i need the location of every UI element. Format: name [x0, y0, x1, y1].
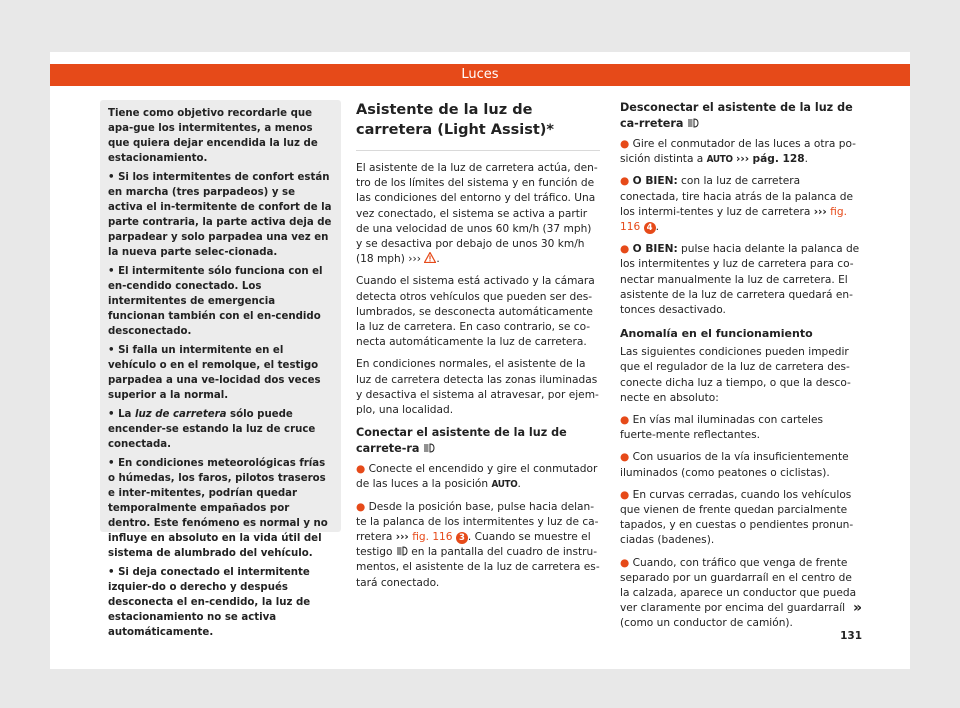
step-bullet: ● Gire el conmutador de las luces a otra po-sición distinta a AUTO ››› pág. 128. — [620, 138, 856, 166]
list-bullet: ● Cuando, con tráfico que venga de frente separado por un guardarraíl en el centro de la calzada, aparece un conductor que pueda ver claramente por encima del guardarraíl (como un conductor de camión). — [620, 556, 857, 630]
high-beam-assist-icon — [687, 118, 699, 128]
list-bullet: ● En vías mal iluminadas con carteles fuerte-mente reflectantes. — [620, 414, 823, 442]
step-bullet: ● O BIEN: pulse hacia delante la palanca de los intermitentes y luz de carretera para co-nectar manualmente la luz de carretera. El asistente de la luz de carretera quedará en-tonces desactivado. — [620, 243, 860, 317]
subheading-disconnect: Desconectar el asistente de la luz de ca-rretera — [620, 101, 853, 130]
continue-marker: » — [852, 600, 862, 616]
section-title: Luces — [461, 67, 499, 82]
page-number: 131 — [840, 630, 862, 642]
paragraph: Las siguientes condiciones pueden impedir que el regulador de la luz de carretera des-conecte dicha luz a tiempo, o que la desco-necte en absoluto: — [620, 346, 851, 404]
note-bullet: • El intermitente sólo funciona con el en-cendido conectado. Los intermitentes de emergencia funcionan también con el en-cendido desconectado. — [108, 266, 323, 337]
manual-page — [50, 52, 910, 669]
high-beam-assist-icon — [423, 443, 435, 453]
paragraph: Cuando el sistema está activado y la cámara detecta otros vehículos que pueden ser des-lumbrados, se desconecta automáticamente la luz de carretera. En caso contrario, se co-necta automáticamente la luz de carretera. — [356, 275, 595, 349]
subheading-anomaly: Anomalía en el funcionamiento — [620, 327, 813, 341]
note-box — [100, 100, 341, 638]
page-reference[interactable]: pág. 128 — [752, 153, 805, 166]
figure-link[interactable]: fig. 116 — [412, 531, 453, 544]
list-bullet: ● En curvas cerradas, cuando los vehículos que vienen de frente quedan parcialmente tapados, y en cuestas o pendientes pronun-ciadas (badenes). — [620, 488, 854, 547]
step-bullet: ● Conecte el encendido y gire el conmutador de las luces a la posición AUTO. — [356, 463, 598, 491]
disconnect-column — [620, 100, 860, 639]
high-beam-assist-icon — [396, 546, 408, 556]
note-bullet: • Si los intermitentes de confort están en marcha (tres parpadeos) y se activa el in-termitente de confort de la parte contraria, la parte activa deja de parpadear y solo parpadea una vez en la nueva parte selec-cionada. — [108, 172, 332, 258]
note-bullet: • Si falla un intermitente en el vehículo o en el remolque, el testigo parpadea a una ve-locidad dos veces superior a la normal. — [108, 345, 321, 401]
subheading-connect: Conectar el asistente de la luz de carrete-ra — [356, 426, 567, 455]
section-heading: Asistente de la luz de carretera (Light Assist)* — [356, 100, 600, 151]
step-bullet: ● O BIEN: con la luz de carretera conectada, tire hacia atrás de la palanca de los intermi-tentes y luz de carretera ››› fig. 116 4 . — [620, 175, 853, 234]
figure-link[interactable]: fig. 116 — [620, 205, 847, 234]
callout-number: 4 — [644, 222, 656, 234]
note-bullet: • Si deja conectado el intermitente izquier-do o derecho y después desconecta el en-cendido, la luz de estacionamiento no se activa automáticamente. — [108, 567, 311, 638]
note-intro: Tiene como objetivo recordarle que apa-gue los intermitentes, a menos que quiera dejar encendida la luz de estacionamiento. — [108, 108, 318, 164]
callout-number: 3 — [456, 532, 468, 544]
note-bullet: • En condiciones meteorológicas frías o húmedas, los faros, pilotos traseros e inter-mitentes, podrían quedar temporalmente empañados por dentro. Este fenómeno es normal y no influye en absoluto en la vida útil del sistema de alumbrado del vehículo. — [108, 458, 328, 559]
paragraph: El asistente de la luz de carretera actúa, den-tro de los límites del sistema y en función de las condiciones del entorno y del tráfico. Una vez conectado, el sistema se activa a partir de una velocidad de unos 60 km/h (37 mph) y se desactiva por debajo de unos 30 km/h (18 mph) ››› . — [356, 162, 598, 266]
list-bullet: ● Con usuarios de la vía insuficientemente iluminados (como peatones o ciclistas). — [620, 451, 849, 479]
section-header — [50, 64, 910, 86]
light-assist-column — [356, 100, 600, 598]
warning-icon — [424, 252, 436, 263]
step-bullet: ● Desde la posición base, pulse hacia delan-te la palanca de los intermitentes y luz de ca-rretera ››› fig. 116 3 . Cuando se muestre el testigo en la pantalla del cuadro de instru-mentos, el asistente de la luz de carretera es-tará conectado. — [356, 500, 600, 589]
paragraph: En condiciones normales, el asistente de la luz de carretera detecta las zonas iluminadas y desactiva el sistema al atravesar, por ejem-plo, una localidad. — [356, 358, 599, 417]
note-bullet: • La luz de carretera sólo puede encender-se estando la luz de cruce conectada. — [108, 409, 316, 450]
